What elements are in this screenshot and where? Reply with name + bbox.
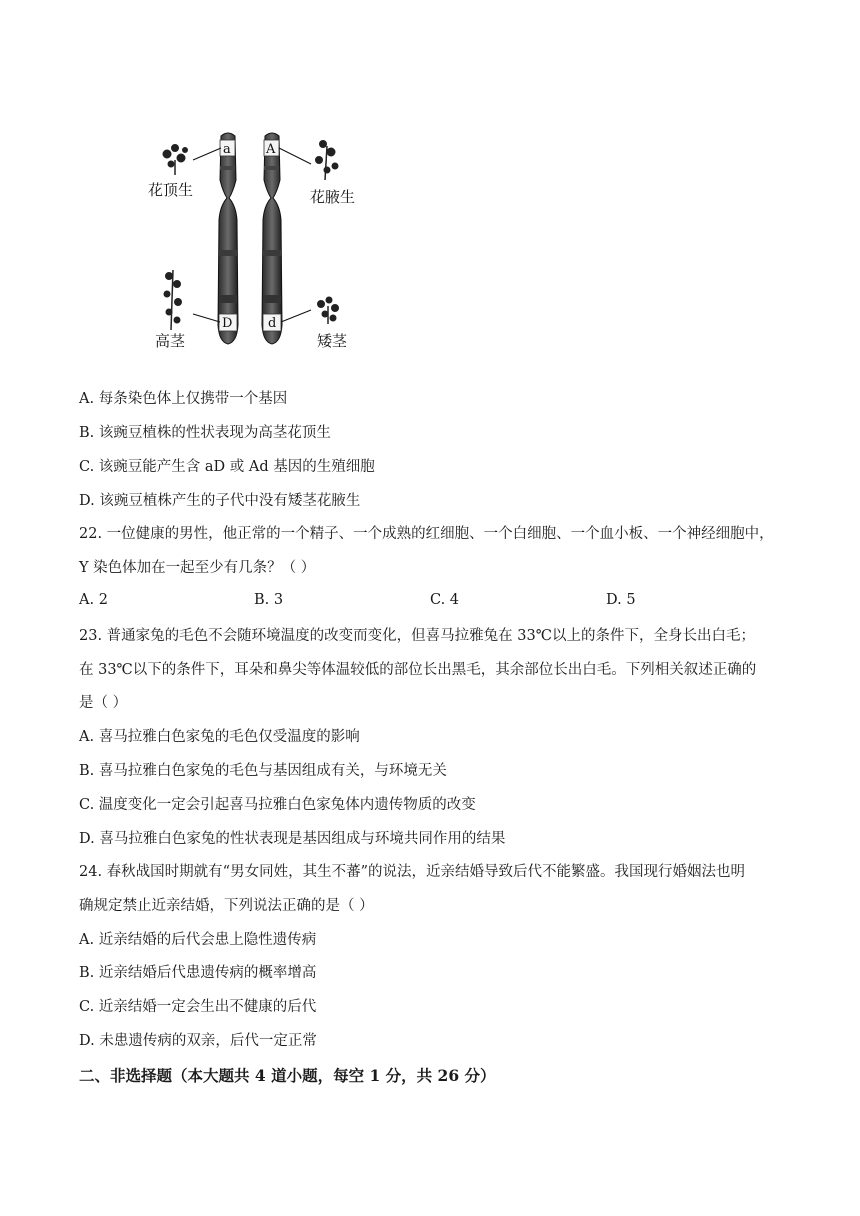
q21-option-c: C. 该豌豆能产生含 aD 或 Ad 基因的生殖细胞 [79, 459, 375, 475]
q22-option-c: C. 4 [430, 592, 460, 608]
q24-stem-line2: 确规定禁止近亲结婚，下列说法正确的是（ ） [79, 898, 374, 914]
section-heading: 二、非选择题（本大题共 4 道小题，每空 1 分，共 26 分） [79, 1066, 496, 1085]
q22-option-a: A. 2 [79, 592, 108, 608]
q23-stem-line2: 在 33℃以下的条件下，耳朵和鼻尖等体温较低的部位长出黑毛，其余部位长出白毛。下列相关叙述正确的 [79, 662, 757, 678]
label-axial-flower: 花腋生 [310, 188, 356, 206]
q21-option-d: D. 该豌豆植株产生的子代中没有矮茎花腋生 [79, 493, 361, 509]
q21-option-a: A. 每条染色体上仅携带一个基因 [79, 391, 288, 407]
q24-option-c: C. 近亲结婚一定会生出不健康的后代 [79, 999, 317, 1015]
gene-A-label: A [266, 142, 276, 157]
q23-option-a: A. 喜马拉雅白色家兔的毛色仅受温度的影响 [79, 729, 360, 745]
q24-option-a: A. 近亲结婚的后代会患上隐性遗传病 [79, 932, 317, 948]
top-flower-sketch-icon [163, 145, 188, 176]
q24-option-d: D. 未患遗传病的双亲，后代一定正常 [79, 1033, 317, 1049]
q21-option-b: B. 该豌豆植株的性状表现为高茎花顶生 [79, 425, 331, 441]
q22-stem-line2: Y 染色体加在一起至少有几条？（ ） [79, 560, 316, 576]
gene-a-label: a [223, 142, 231, 157]
q23-option-d: D. 喜马拉雅白色家兔的性状表现是基因组成与环境共同作用的结果 [79, 831, 506, 847]
q22-options [79, 592, 779, 612]
q24-stem-line1: 24. 春秋战国时期就有“男女同姓，其生不蕃”的说法，近亲结婚导致后代不能繁盛。我国现行婚姻法也明 [79, 864, 745, 880]
axil-flower-sketch-icon [316, 141, 339, 181]
short-stem-sketch-icon [318, 297, 339, 324]
q23-option-b: B. 喜马拉雅白色家兔的毛色与基因组成有关，与环境无关 [79, 763, 447, 779]
right-chromosome [262, 133, 282, 344]
gene-D-label: D [222, 316, 233, 331]
q24-option-b: B. 近亲结婚后代患遗传病的概率增高 [79, 965, 317, 981]
q22-option-b: B. 3 [254, 592, 284, 608]
tall-stem-sketch-icon [164, 270, 182, 330]
label-terminal-flower: 花顶生 [148, 181, 194, 199]
label-short-stem: 矮茎 [317, 332, 348, 350]
q23-stem-line1: 23. 普通家兔的毛色不会随环境温度的改变而变化，但喜马拉雅兔在 33℃以上的条件下，全身长出白毛； [79, 628, 755, 644]
label-tall-stem: 高茎 [155, 332, 186, 350]
chromosome-figure [145, 120, 375, 360]
q23-stem-line3: 是（ ） [79, 695, 128, 711]
left-chromosome [218, 133, 238, 344]
q23-option-c: C. 温度变化一定会引起喜马拉雅白色家兔体内遗传物质的改变 [79, 797, 476, 813]
q22-option-d: D. 5 [606, 592, 636, 608]
q22-stem-line1: 22. 一位健康的男性，他正常的一个精子、一个成熟的红细胞、一个白细胞、一个血小板、一个神经细胞中， [79, 526, 774, 542]
gene-d-label: d [268, 316, 277, 331]
